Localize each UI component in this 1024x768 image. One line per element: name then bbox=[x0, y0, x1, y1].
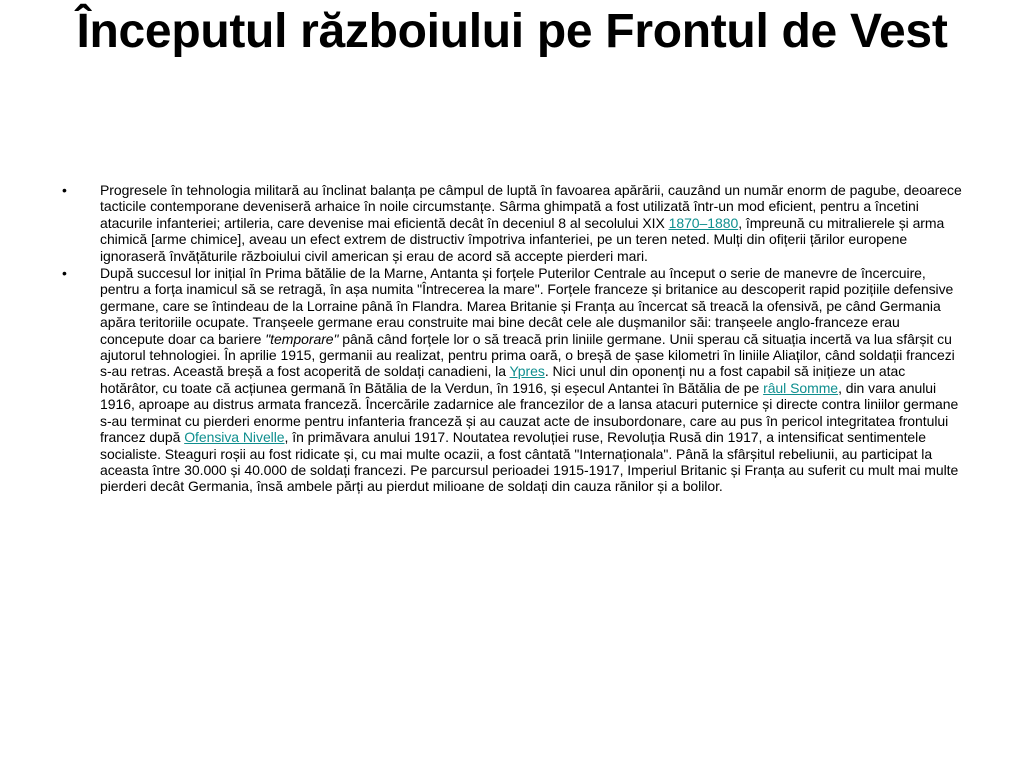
emphasis-temporare: "temporare" bbox=[265, 330, 339, 347]
bullet-text: Progresele în tehnologia militară au înclinat balanța pe câmpul de luptă în favoarea apărării, cauzând un număr enorm de pagube, deoarece tacticile contemporane deveniseră arhaice în noile circumstanțe. Sârma ghimpată a fost utilizată într-un mod eficient, pentru a încetini atacurile infanteriei; artileria, care devenise mai eficientă decât în deceniul 8 al secolului XIX bbox=[100, 182, 962, 231]
bullet-item-technology bbox=[62, 182, 962, 264]
bullet-text: , în primăvara anului 1917. Noutatea revoluției ruse, Revoluția Rusă din 1917, a intensificat sentimentele socialiste. Steaguri roșii au fost ridicate și, cu mai multe ocazii, a fost cântată "Internaționala". Până la sfârșitul rebeliunii, au participat la aceasta între 30.000 și 40.000 de soldați francezi. Pe parcursul perioadei 1915-1917, Imperiul Britanic și Franța au suferit cu mult mai multe pierderi decât Germania, însă ambele părți au pierdut milioane de soldați din cauza rănilor și a bolilor. bbox=[100, 429, 959, 495]
bullet-text: După succesul lor inițial în Prima bătălie de la Marne, Antanta și forțele Puterilor Centrale au început o serie de manevre de încercuire, pentru a forța inamicul să se retragă, în așa numita "Întrecerea la mare". Forțele franceze și britanice au descoperit rapid pozițiile defensive germane, care se întindeau de la Lorraine până în Flandra. Marea Britanie și Franța au încercat să treacă la ofensivă, pe când Germania apăra teritoriile ocupate. Tranșeele germane erau construite mai bine decât cele ale dușmanilor săi: tranșeele anglo-franceze erau concepute doar ca bariere bbox=[100, 265, 954, 347]
bullet-text: . Nici unul din oponenți nu a fost capabil să inițieze un atac hotărâtor, cu toate că acțiunea germană în Bătălia de la Verdun, în 1916, și eșecul Antantei în Bătălia de pe bbox=[100, 363, 906, 396]
link-raul-somme[interactable]: râul Somme bbox=[763, 379, 839, 396]
link-ypres[interactable]: Ypres bbox=[509, 363, 545, 380]
bullet-item-marne bbox=[62, 265, 962, 495]
link-ofensiva-nivelle[interactable]: Ofensiva Nivelle bbox=[184, 429, 285, 446]
link-1870-1880[interactable]: 1870–1880 bbox=[668, 214, 739, 231]
bullet-marker: • bbox=[62, 265, 67, 282]
bullet-text: până când forțele lor o să treacă prin liniile germane. Unii sperau că situația incertă va lua sfârșit cu ajutorul tehnologiei. În aprilie 1915, germanii au realizat, pentru prima oară, o breșă de șase kilometri în liniile Aliaților, când soldații francezi s-au retras. Această breșă a fost acoperită de soldați canadieni, la bbox=[100, 330, 955, 380]
slide-title: Începutul războiului pe Frontul de Vest bbox=[76, 5, 948, 58]
bullet-marker: • bbox=[62, 182, 67, 198]
bullet-list bbox=[62, 182, 962, 496]
bullet-text: , împreună cu mitralierele și arma chimică [arme chimice], aveau un efect extrem de distructiv împotriva infanteriei, pe un teren neted. Mulți din ofițerii țărilor europene ignoraseră învățăturile războiului civil american și erau de acord să accepte pierderi mari. bbox=[100, 214, 945, 264]
bullet-text: , din vara anului 1916, aproape au distrus armata franceză. Încercările zadarnice ale francezilor de a lansa atacuri puternice și directe contra liniilor germane s-au terminat cu pierderi enorme pentru infanteria franceză și au cauzat acte de insubordonare, care au pus în pericol integritatea frontului francez după bbox=[100, 379, 959, 446]
